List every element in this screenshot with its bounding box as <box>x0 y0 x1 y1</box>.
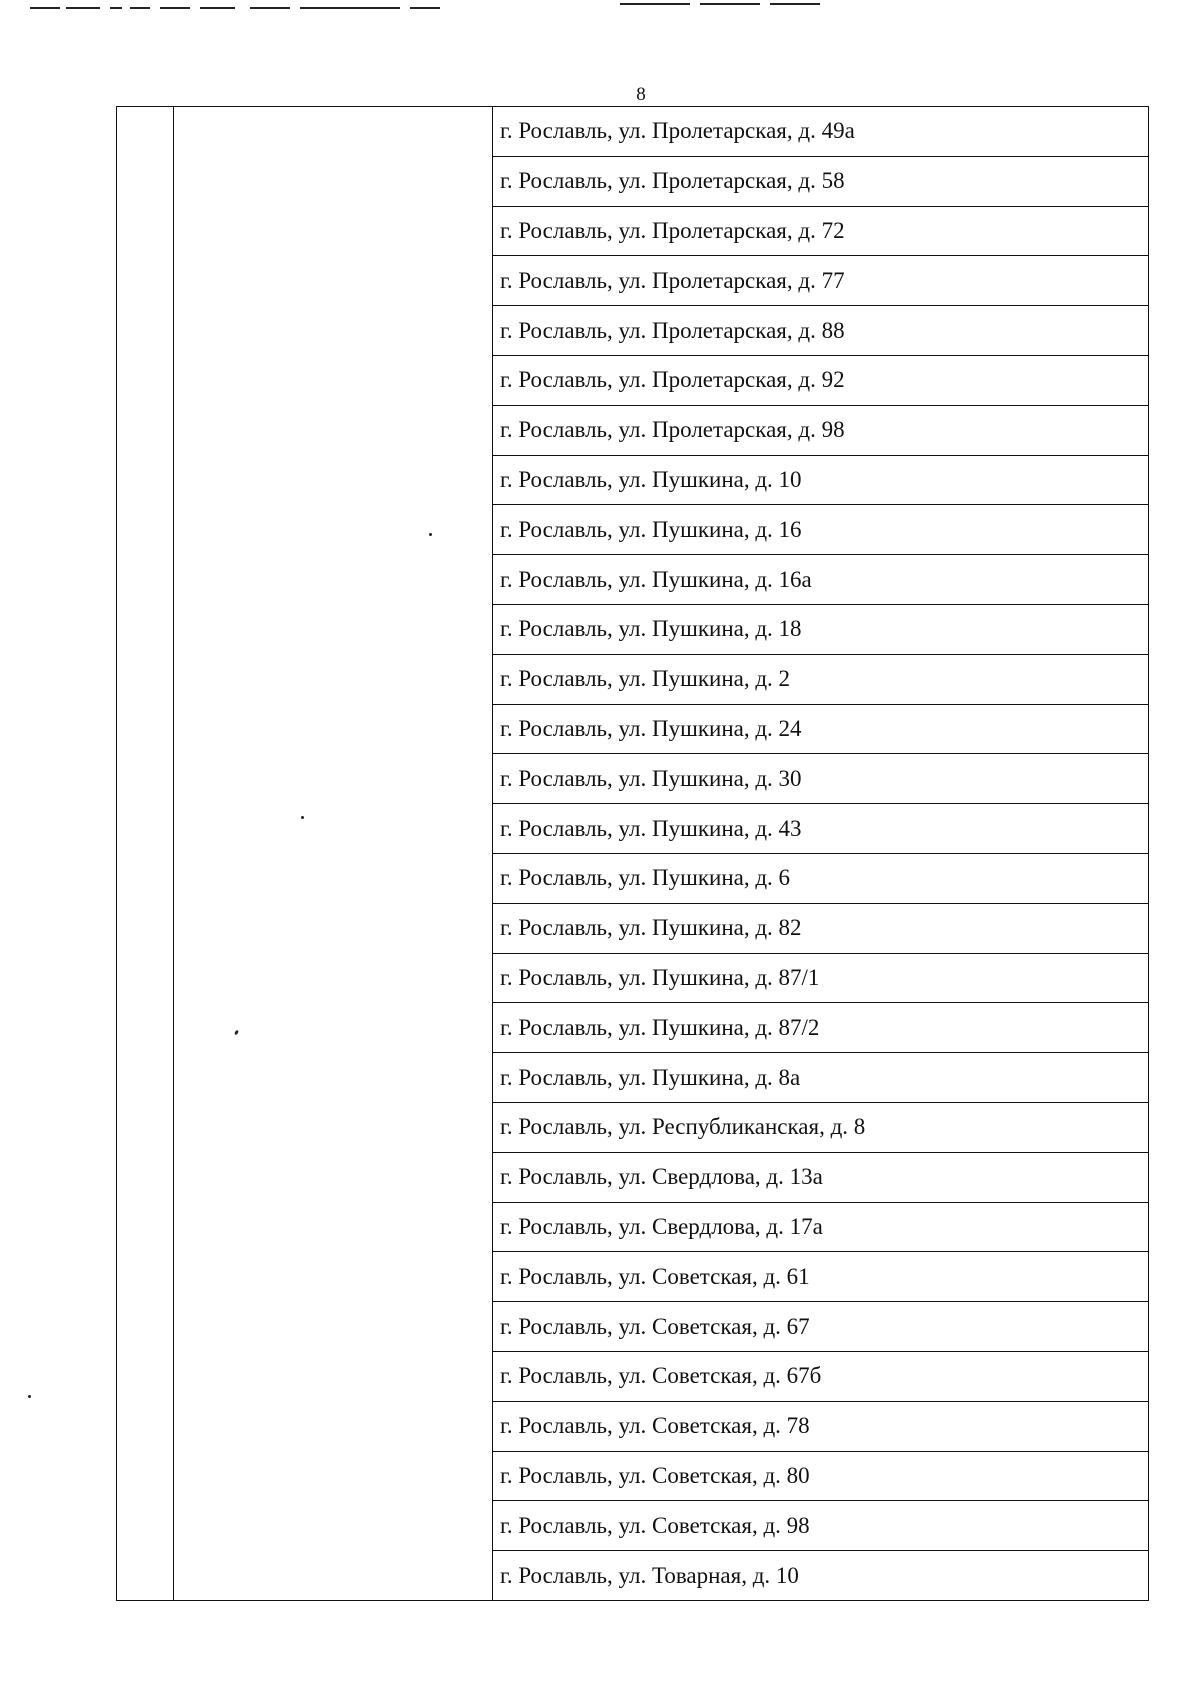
address-cell: г. Рославль, ул. Товарная, д. 10 <box>493 1551 1149 1601</box>
address-cell: г. Рославль, ул. Пушкина, д. 87/1 <box>493 953 1149 1003</box>
address-cell: г. Рославль, ул. Советская, д. 67б <box>493 1351 1149 1401</box>
address-cell: г. Рославль, ул. Свердлова, д. 17а <box>493 1202 1149 1252</box>
address-cell: г. Рославль, ул. Пушкина, д. 16 <box>493 505 1149 555</box>
address-cell: г. Рославль, ул. Советская, д. 80 <box>493 1451 1149 1501</box>
scan-speck <box>429 533 432 536</box>
address-cell: г. Рославль, ул. Пушкина, д. 18 <box>493 604 1149 654</box>
address-table-body <box>117 107 1149 1601</box>
address-cell: г. Рославль, ул. Пушкина, д. 10 <box>493 455 1149 505</box>
address-cell: г. Рославль, ул. Пушкина, д. 30 <box>493 754 1149 804</box>
address-cell: г. Рославль, ул. Пушкина, д. 87/2 <box>493 1003 1149 1053</box>
address-cell: г. Рославль, ул. Пролетарская, д. 92 <box>493 355 1149 405</box>
number-cell <box>117 107 174 1601</box>
page-number: 8 <box>636 84 646 105</box>
address-cell: г. Рославль, ул. Пролетарская, д. 72 <box>493 206 1149 256</box>
address-cell: г. Рославль, ул. Республиканская, д. 8 <box>493 1102 1149 1152</box>
address-cell: г. Рославль, ул. Пушкина, д. 16а <box>493 555 1149 605</box>
scan-speck <box>28 1395 31 1398</box>
address-cell: г. Рославль, ул. Советская, д. 61 <box>493 1252 1149 1302</box>
address-cell: г. Рославль, ул. Пушкина, д. 24 <box>493 704 1149 754</box>
table-row <box>117 107 1149 157</box>
address-cell: г. Рославль, ул. Советская, д. 67 <box>493 1302 1149 1352</box>
scan-speck <box>301 816 304 819</box>
address-cell: г. Рославль, ул. Пушкина, д. 8а <box>493 1053 1149 1103</box>
address-cell: г. Рославль, ул. Пушкина, д. 43 <box>493 804 1149 854</box>
address-cell: г. Рославль, ул. Пролетарская, д. 98 <box>493 405 1149 455</box>
address-cell: г. Рославль, ул. Советская, д. 78 <box>493 1401 1149 1451</box>
address-cell: г. Рославль, ул. Пролетарская, д. 88 <box>493 306 1149 356</box>
address-cell: г. Рославль, ул. Пролетарская, д. 58 <box>493 156 1149 206</box>
name-cell <box>174 107 493 1601</box>
address-cell: г. Рославль, ул. Пушкина, д. 6 <box>493 853 1149 903</box>
address-cell: г. Рославль, ул. Пролетарская, д. 77 <box>493 256 1149 306</box>
address-cell: г. Рославль, ул. Свердлова, д. 13а <box>493 1152 1149 1202</box>
scan-edge-marks <box>0 0 1200 20</box>
address-table <box>116 106 1149 1601</box>
address-cell: г. Рославль, ул. Пролетарская, д. 49а <box>493 107 1149 157</box>
address-cell: г. Рославль, ул. Пушкина, д. 2 <box>493 654 1149 704</box>
address-cell: г. Рославль, ул. Пушкина, д. 82 <box>493 903 1149 953</box>
address-cell: г. Рославль, ул. Советская, д. 98 <box>493 1501 1149 1551</box>
